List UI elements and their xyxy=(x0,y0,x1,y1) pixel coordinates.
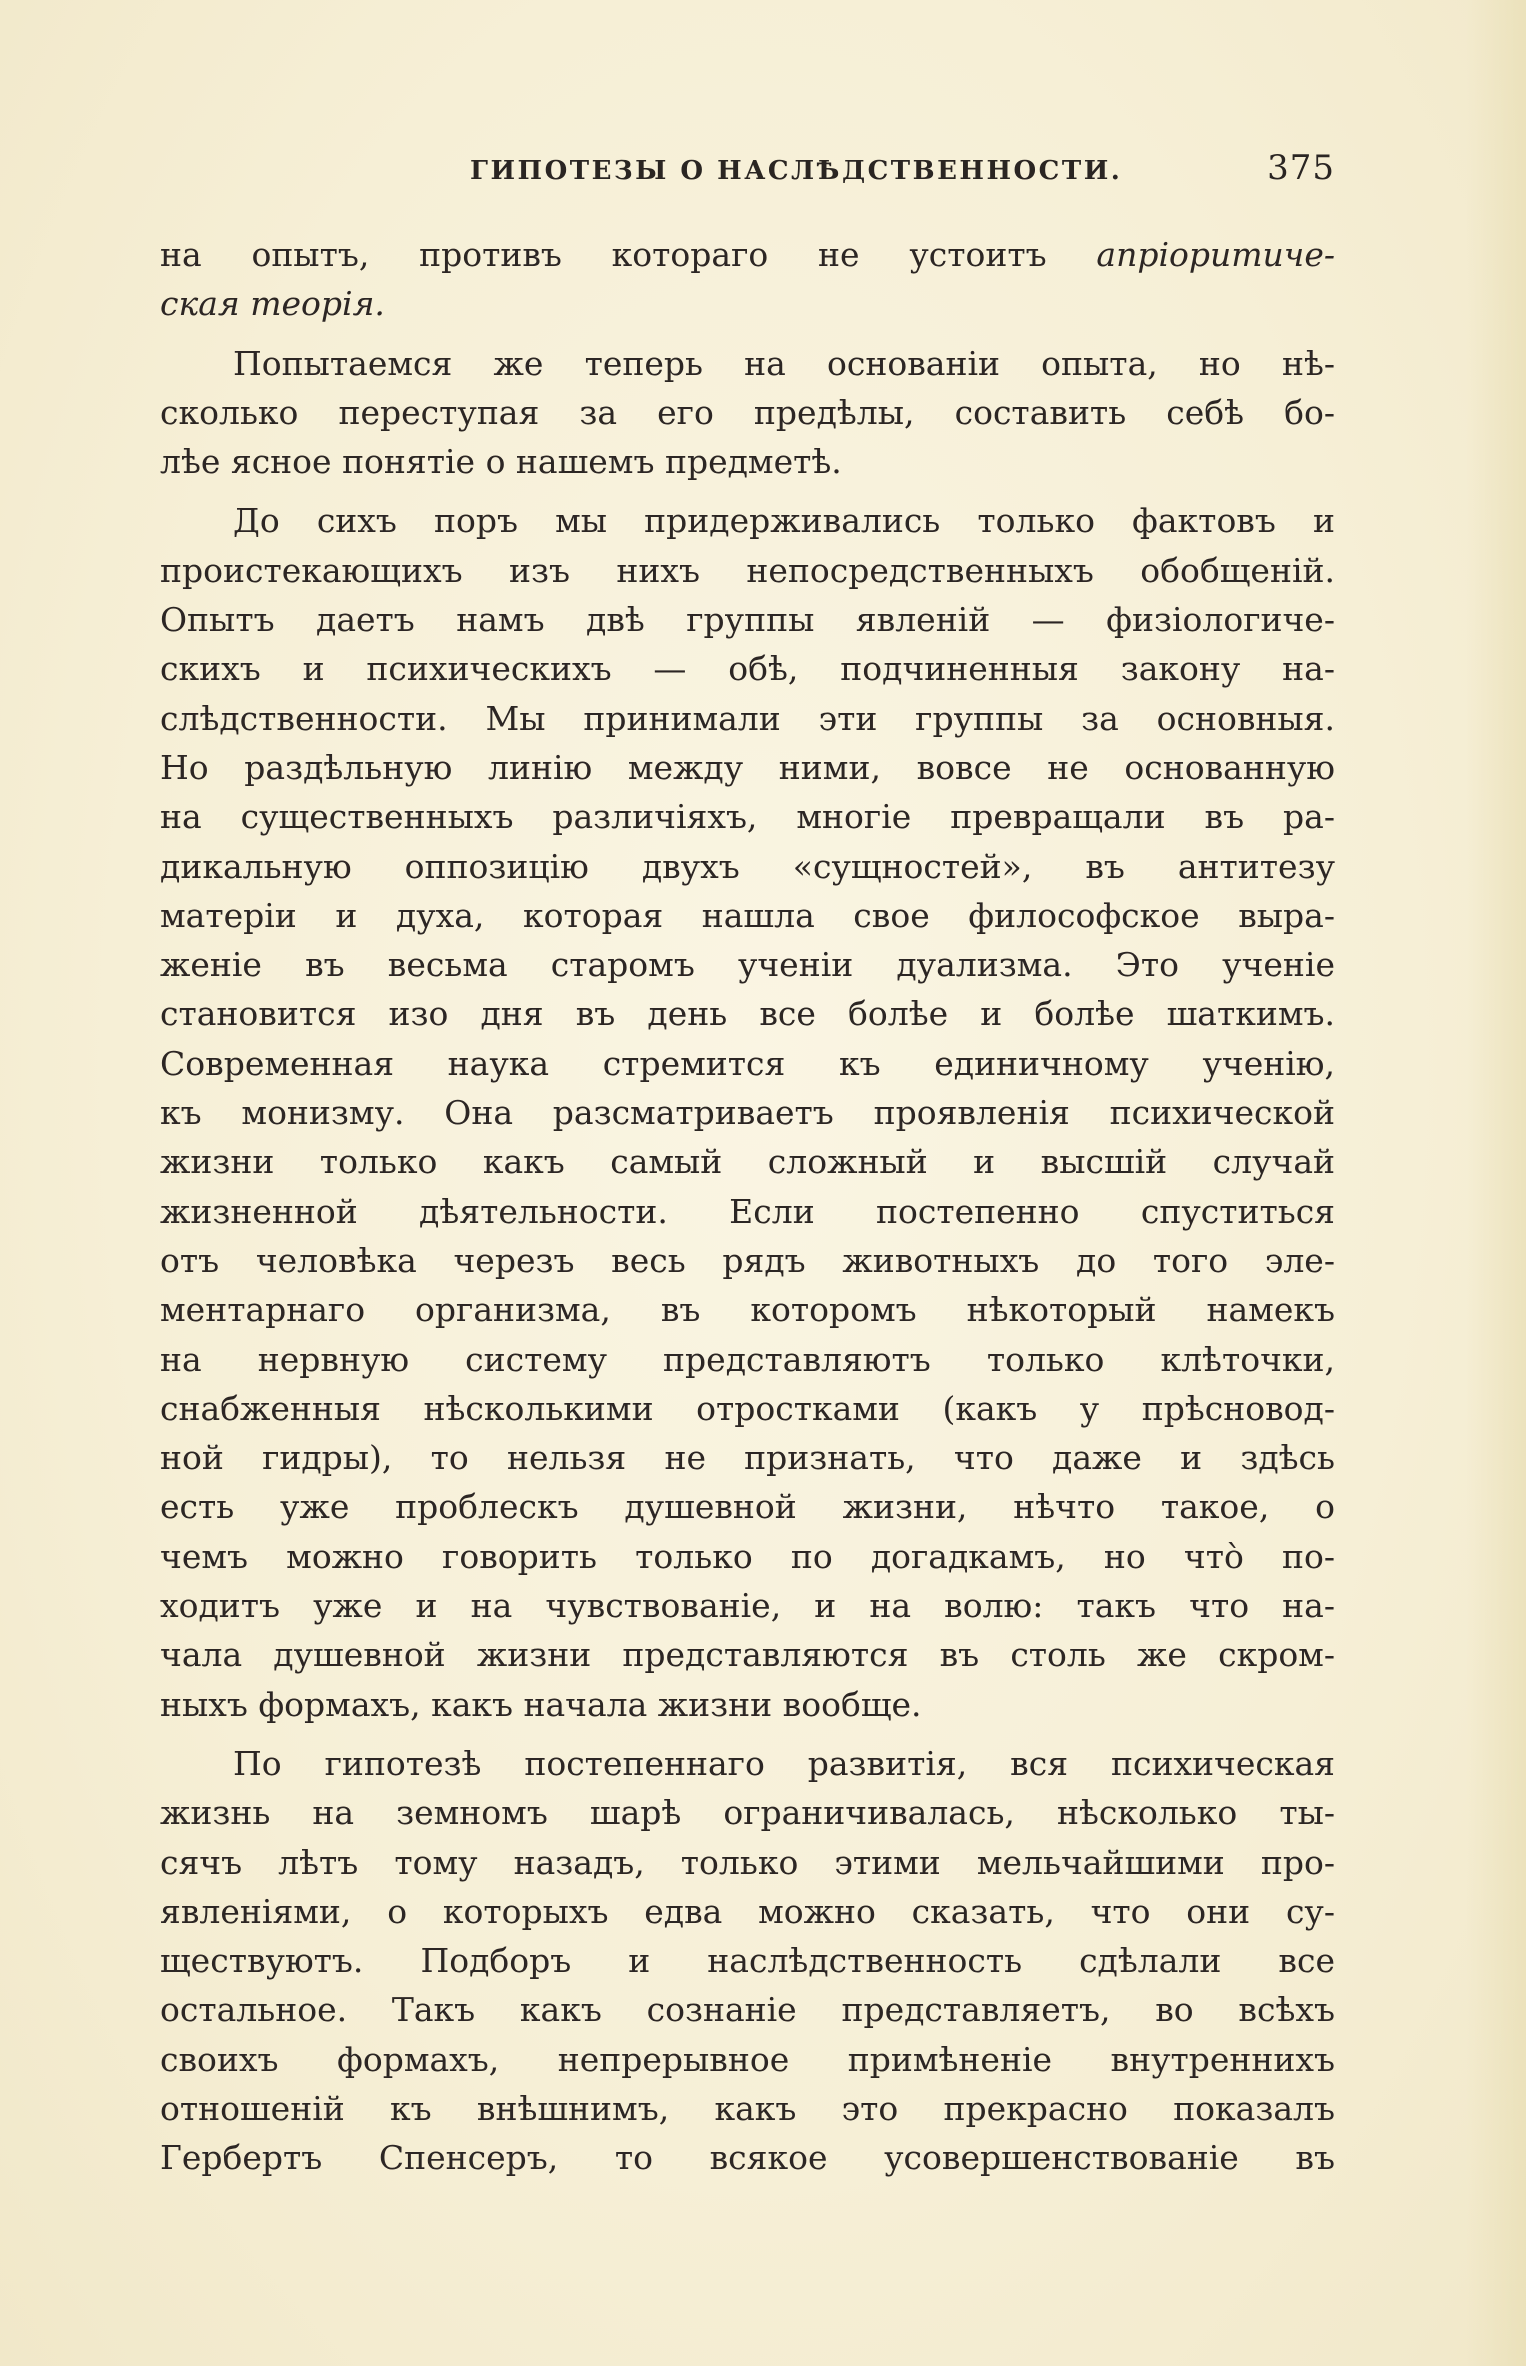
text-line: Но раздѣльную линію между ними, вовсе не основанную xyxy=(160,747,1335,787)
paragraph-1 xyxy=(160,230,1335,329)
text-line: матеріи и духа, которая нашла свое философское выра- xyxy=(160,895,1335,935)
paragraph-gap xyxy=(160,1729,1335,1739)
text-line: сячъ лѣтъ тому назадъ, только этими мельчайшими про- xyxy=(160,1842,1335,1882)
text-line xyxy=(160,496,1335,545)
text-line: на нервную систему представляютъ только клѣточки, xyxy=(160,1339,1335,1379)
text-line: чала душевной жизни представляются въ столь же скром- xyxy=(160,1635,1335,1675)
text-line xyxy=(160,1739,1335,1788)
text-line: жизнь на земномъ шарѣ ограничивалась, нѣсколько ты- xyxy=(160,1793,1335,1833)
text-line: чемъ можно говорить только по догадкамъ, но что̀ по- xyxy=(160,1536,1335,1576)
paragraph-4 xyxy=(160,1739,1335,2183)
italic-term: апріоритиче- xyxy=(1096,235,1335,274)
text-line: женіе въ весьма старомъ ученіи дуализма. Это ученіе xyxy=(160,945,1335,985)
text-span: До сихъ поръ мы придерживались только фактовъ и xyxy=(233,501,1335,541)
text-line xyxy=(160,230,1335,279)
text-line: становится изо дня въ день все болѣе и болѣе шаткимъ. xyxy=(160,994,1335,1034)
text-span: Попытаемся же теперь на основаніи опыта, но нѣ- xyxy=(233,343,1335,383)
running-head: ГИПОТЕЗЫ О НАСЛѢДСТВЕННОСТИ. xyxy=(470,156,1123,186)
text-line: Гербертъ Спенсеръ, то всякое усовершенствованіе въ xyxy=(160,2138,1335,2178)
text-line: къ монизму. Она разсматриваетъ проявленія психической xyxy=(160,1093,1335,1133)
text-line: ществуютъ. Подборъ и наслѣдственность сдѣлали все xyxy=(160,1941,1335,1981)
text-span: на опытъ, противъ котораго не устоитъ xyxy=(160,235,1047,274)
text-line: на существенныхъ различіяхъ, многіе превращали въ ра- xyxy=(160,797,1335,837)
text-line: проистекающихъ изъ нихъ непосредственныхъ обобщеній. xyxy=(160,550,1335,590)
text-line: ходитъ уже и на чувствованіе, и на волю: такъ что на- xyxy=(160,1586,1335,1626)
text-line: явленіями, о которыхъ едва можно сказать, что они су- xyxy=(160,1891,1335,1931)
text-line: скихъ и психическихъ — обѣ, подчиненныя закону на- xyxy=(160,649,1335,689)
paragraph-3 xyxy=(160,496,1335,1728)
body-text xyxy=(160,230,1335,2183)
text-line: сколько переступая за его предѣлы, составить себѣ бо- xyxy=(160,392,1335,432)
text-line: жизненной дѣятельности. Если постепенно спуститься xyxy=(160,1191,1335,1231)
page-edge-shading xyxy=(1466,0,1526,2366)
text-line: жизни только какъ самый сложный и высшій случай xyxy=(160,1142,1335,1182)
text-line: своихъ формахъ, непрерывное примѣненіе внутреннихъ xyxy=(160,2039,1335,2079)
text-line: снабженныя нѣсколькими отростками (какъ у прѣсновод- xyxy=(160,1388,1335,1428)
text-line: Опытъ даетъ намъ двѣ группы явленій — физіологиче- xyxy=(160,600,1335,640)
text-line xyxy=(160,339,1335,388)
text-line: остальное. Такъ какъ сознаніе представляетъ, во всѣхъ xyxy=(160,1990,1335,2030)
text-line: ныхъ формахъ, какъ начала жизни вообще. xyxy=(160,1684,922,1724)
text-line: отношеній къ внѣшнимъ, какъ это прекрасно показалъ xyxy=(160,2088,1335,2128)
page-header xyxy=(160,148,1335,198)
text-line: есть уже проблескъ душевной жизни, нѣчто такое, о xyxy=(160,1487,1335,1527)
paragraph-gap xyxy=(160,329,1335,339)
text-span: По гипотезѣ постепеннаго развитія, вся психическая xyxy=(233,1743,1335,1783)
page-number: 375 xyxy=(1267,148,1335,188)
text-line: лѣе ясное понятіе о нашемъ предметѣ. xyxy=(160,442,842,482)
text-line: ментарнаго организма, въ которомъ нѣкоторый намекъ xyxy=(160,1290,1335,1330)
paragraph-gap xyxy=(160,486,1335,496)
text-line: слѣдственности. Мы принимали эти группы за основныя. xyxy=(160,698,1335,738)
text-line: дикальную оппозицію двухъ «сущностей», въ антитезу xyxy=(160,846,1335,886)
paragraph-2 xyxy=(160,339,1335,487)
text-line: ной гидры), то нельзя не признать, что даже и здѣсь xyxy=(160,1438,1335,1478)
text-line: отъ человѣка черезъ весь рядъ животныхъ до того эле- xyxy=(160,1240,1335,1280)
text-line: ская теорія. xyxy=(160,284,385,324)
text-line: Современная наука стремится къ единичному ученію, xyxy=(160,1043,1335,1083)
